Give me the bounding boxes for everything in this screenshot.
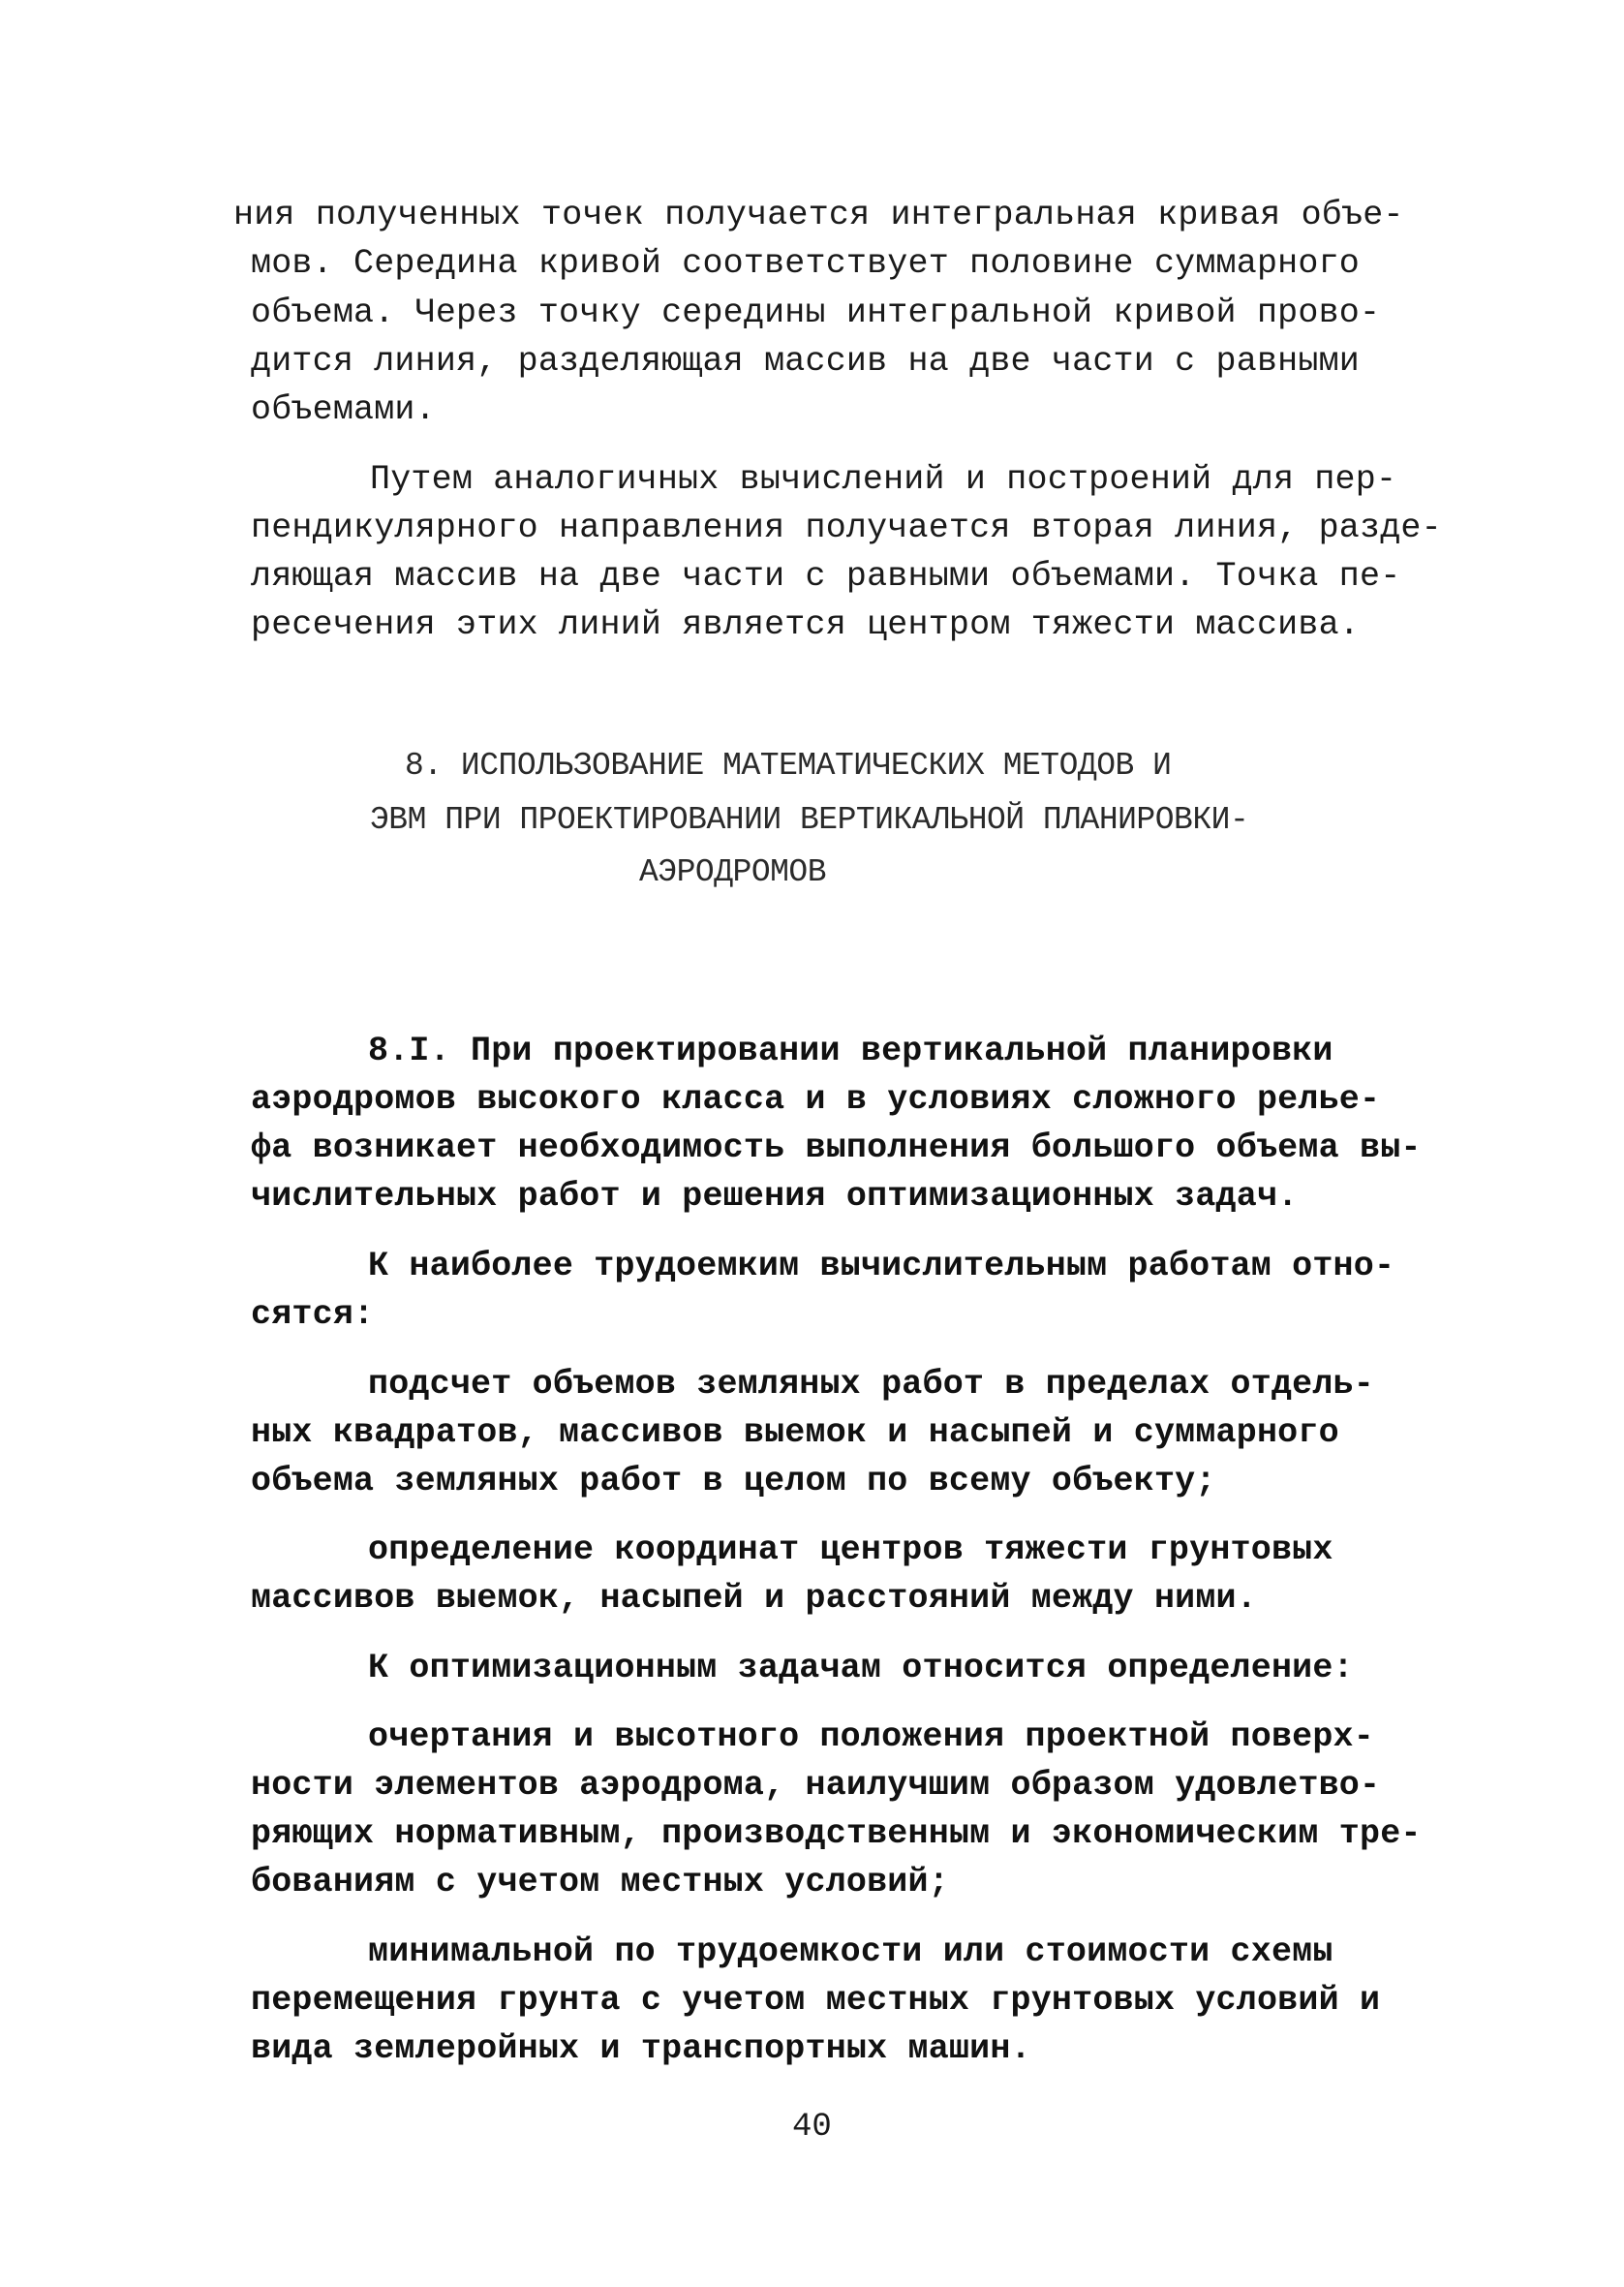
text-line: бованиям с учетом местных условий; <box>251 1863 949 1901</box>
text-line: К оптимизационным задачам относится определение: <box>368 1649 1354 1687</box>
text-line: минимальной по трудоемкости или стоимости схемы <box>368 1932 1333 1971</box>
text-line: ния полученных точек получается интегральная кривая объе- <box>233 196 1404 234</box>
text-line: вида землеройных и транспортных машин. <box>251 2029 1031 2068</box>
text-line: объема земляных работ в целом по всему объекту; <box>251 1462 1216 1500</box>
heading-line: 8. ИСПОЛЬЗОВАНИЕ МАТЕМАТИЧЕСКИХ МЕТОДОВ И <box>405 748 1172 784</box>
text-line: числительных работ и решения оптимизационных задач. <box>251 1177 1299 1216</box>
page-number: 40 <box>792 2109 832 2146</box>
text-line: сятся: <box>251 1295 375 1334</box>
text-line: фа возникает необходимость выполнения большого объема вы- <box>251 1128 1422 1167</box>
text-line: 8.I. При проектировании вертикальной планировки <box>368 1032 1333 1070</box>
text-line: мов. Середина кривой соответствует половине суммарного <box>251 244 1360 283</box>
text-line: ресечения этих линий является центром тяжести массива. <box>251 605 1360 644</box>
text-line: Путем аналогичных вычислений и построений для пер- <box>370 460 1397 499</box>
text-line: объема. Через точку середины интегральной кривой прово- <box>251 294 1381 332</box>
text-line: определение координат центров тяжести грунтовых <box>368 1530 1333 1569</box>
text-line: массивов выемок, насыпей и расстояний между ними. <box>251 1579 1257 1618</box>
heading-line: АЭРОДРОМОВ <box>639 854 827 890</box>
text-line: перемещения грунта с учетом местных грунтовых условий и <box>251 1981 1381 2020</box>
text-line: объемами. <box>251 390 436 429</box>
heading-line: ЭВМ ПРИ ПРОЕКТИРОВАНИИ ВЕРТИКАЛЬНОЙ ПЛАНИРОВКИ- <box>370 802 1249 838</box>
text-line: ности элементов аэродрома, наилучшим образом удовлетво- <box>251 1766 1381 1805</box>
text-line: ных квадратов, массивов выемок и насыпей и суммарного <box>251 1413 1339 1452</box>
text-line: аэродромов высокого класса и в условиях сложного релье- <box>251 1080 1381 1119</box>
text-line: К наиболее трудоемким вычислительным работам отно- <box>368 1247 1395 1285</box>
text-line: очертания и высотного положения проектной поверх- <box>368 1717 1374 1756</box>
text-line: ляющая массив на две части с равными объемами. Точка пе- <box>251 557 1401 596</box>
text-line: подсчет объемов земляных работ в пределах отдель- <box>368 1365 1374 1404</box>
text-line: ряющих нормативным, производственным и экономическим тре- <box>251 1814 1422 1853</box>
text-line: дится линия, разделяющая массив на две части с равными <box>251 342 1360 381</box>
text-line: пендикулярного направления получается вторая линия, разде- <box>251 509 1442 547</box>
